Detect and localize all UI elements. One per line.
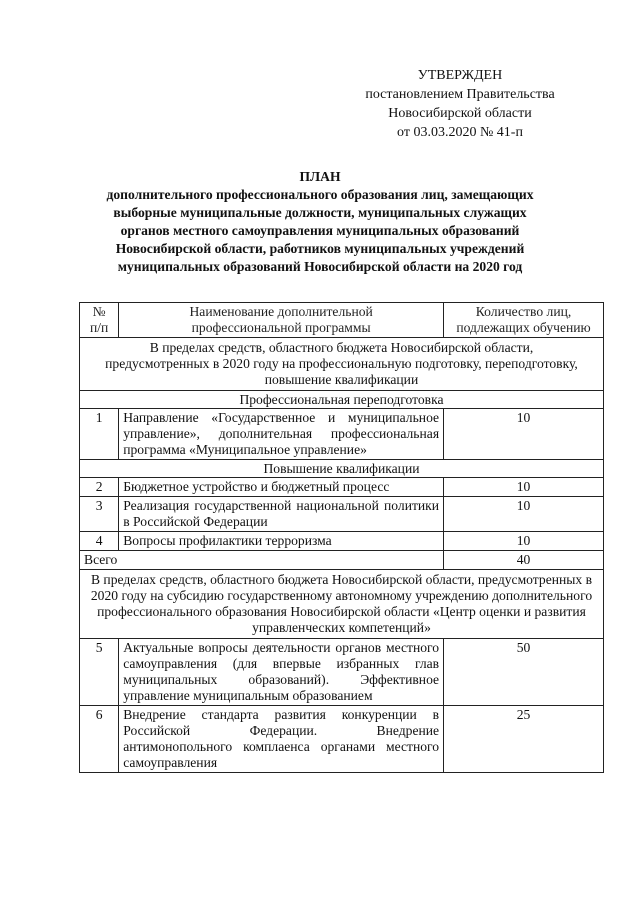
table-row xyxy=(80,409,604,460)
title-line: Новосибирской области, работников муниципальных учреждений xyxy=(115,241,525,256)
approval-date-number: от 03.03.2020 № 41-п xyxy=(397,125,523,140)
header-num-line: № xyxy=(92,304,106,319)
subsection-retraining: Профессиональная переподготовка xyxy=(80,391,604,409)
header-name xyxy=(119,303,444,338)
approval-label: УТВЕРЖДЕН xyxy=(417,68,503,83)
row-count: 10 xyxy=(444,478,604,497)
section-funding-1: В пределах средств, областного бюджета Новосибирской области, предусмотренных в 2020 году на профессиональную подготовку, переподготовку, повышение квалификации xyxy=(80,338,604,391)
table-row xyxy=(80,497,604,532)
title-heading: ПЛАН xyxy=(299,169,341,184)
row-count: 10 xyxy=(444,497,604,532)
subsection-row xyxy=(80,460,604,478)
row-program: Актуальные вопросы деятельности органов местного самоуправления (для впервые избранных глав муниципальных образований). Эффективное управление муниципальным образованием xyxy=(119,639,444,706)
row-num: 2 xyxy=(80,478,119,497)
row-num: 4 xyxy=(80,532,119,551)
row-count: 10 xyxy=(444,409,604,460)
table-row xyxy=(80,706,604,773)
approval-stamp xyxy=(340,66,580,142)
plan-table xyxy=(79,302,604,773)
header-name-line: Наименование дополнительной xyxy=(189,304,373,319)
header-num xyxy=(80,303,119,338)
total-row xyxy=(80,551,604,570)
row-program: Реализация государственной национальной политики в Российской Федерации xyxy=(119,497,444,532)
row-num: 1 xyxy=(80,409,119,460)
row-program: Вопросы профилактики терроризма xyxy=(119,532,444,551)
table-row xyxy=(80,478,604,497)
total-value: 40 xyxy=(444,551,604,570)
header-count xyxy=(444,303,604,338)
header-num-line: п/п xyxy=(89,320,109,335)
header-name-line: профессиональной программы xyxy=(191,320,371,335)
header-count-line: Количество лиц, xyxy=(475,304,572,319)
total-label: Всего xyxy=(80,551,444,570)
row-count: 25 xyxy=(444,706,604,773)
title-line: дополнительного профессионального образования лиц, замещающих xyxy=(106,187,534,202)
subsection-qualification: Повышение квалификации xyxy=(80,460,604,478)
subsection-row xyxy=(80,391,604,409)
title-line: выборные муниципальные должности, муниципальных служащих xyxy=(113,205,527,220)
section-funding-2: В пределах средств, областного бюджета Новосибирской области, предусмотренных в 2020 году на субсидию государственному автономному учреждению дополнительного профессионального образования Новосибирской области «Центр оценки и развития управленческих компетенций» xyxy=(80,570,604,639)
header-count-line: подлежащих обучению xyxy=(456,320,591,335)
row-program: Внедрение стандарта развития конкуренции в Российской Федерации. Внедрение антимонопольного комплаенса органами местного самоуправления xyxy=(119,706,444,773)
table-row xyxy=(80,639,604,706)
row-program: Бюджетное устройство и бюджетный процесс xyxy=(119,478,444,497)
section-row xyxy=(80,338,604,391)
document-title xyxy=(70,168,570,276)
approval-region: Новосибирской области xyxy=(388,106,532,121)
table-row xyxy=(80,532,604,551)
section-row xyxy=(80,570,604,639)
row-program: Направление «Государственное и муниципальное управление», дополнительная профессиональная программа «Муниципальное управление» xyxy=(119,409,444,460)
row-num: 6 xyxy=(80,706,119,773)
approval-resolution: постановлением Правительства xyxy=(365,87,555,102)
title-line: органов местного самоуправления муниципальных образований xyxy=(120,223,520,238)
row-num: 5 xyxy=(80,639,119,706)
row-num: 3 xyxy=(80,497,119,532)
table-header-row xyxy=(80,303,604,338)
title-line: муниципальных образований Новосибирской области на 2020 год xyxy=(117,259,523,274)
row-count: 10 xyxy=(444,532,604,551)
row-count: 50 xyxy=(444,639,604,706)
